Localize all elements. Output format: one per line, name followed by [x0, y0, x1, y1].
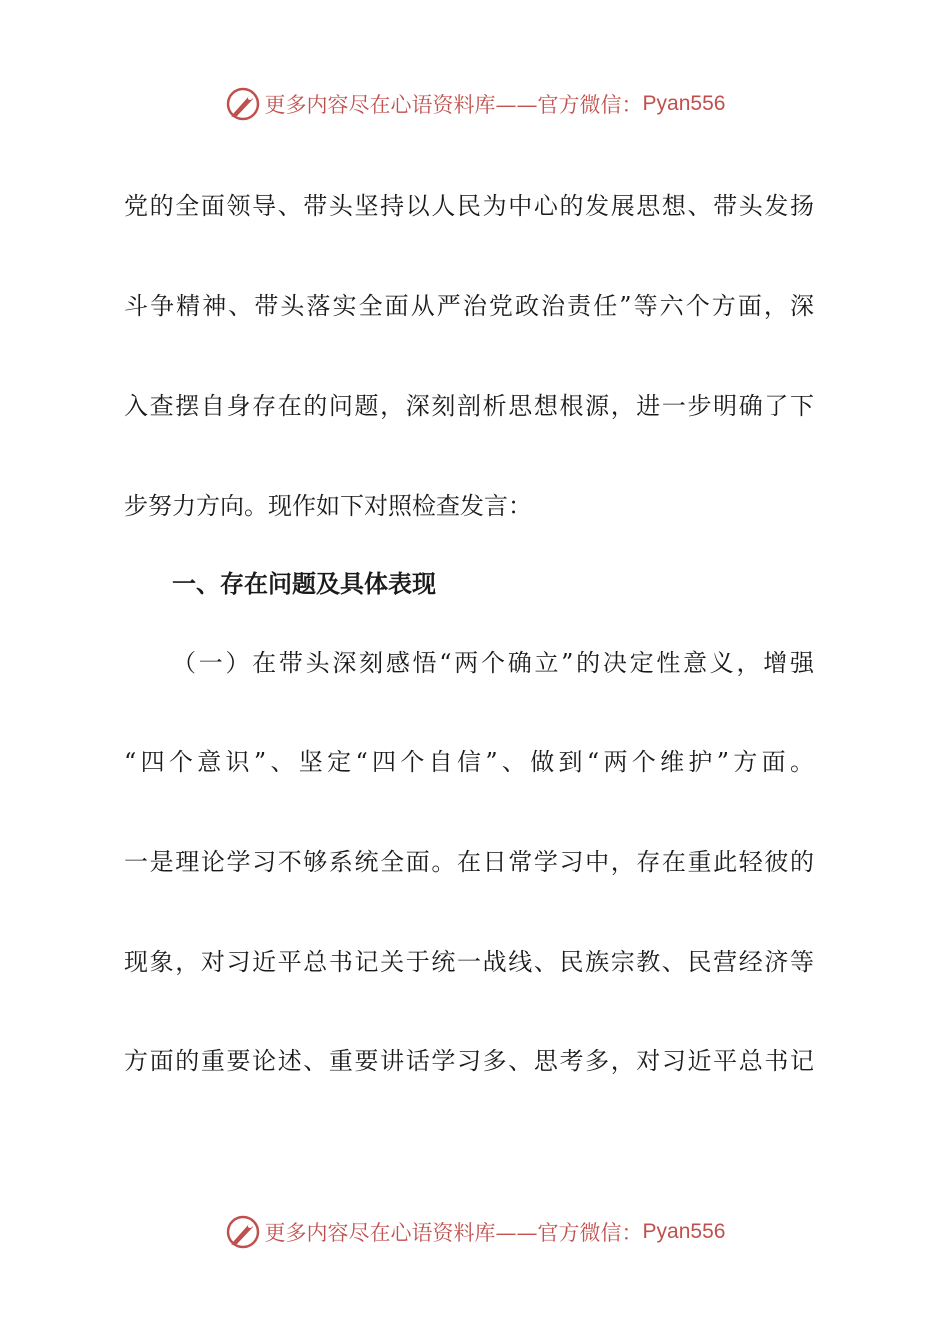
- banner-wechat-id: Pyan556: [642, 1220, 726, 1243]
- subsection-line: 现象，对习近平总书记关于统一战线、民族宗教、民营经济等: [124, 948, 814, 976]
- pen-logo-icon: [225, 86, 261, 122]
- header-banner: [0, 84, 950, 124]
- paragraph-line: 党的全面领导、带头坚持以人民为中心的发展思想、带头发扬: [124, 192, 814, 220]
- section-heading: 一、存在问题及具体表现: [172, 570, 436, 598]
- banner-wechat-id: Pyan556: [642, 92, 726, 115]
- paragraph-line: 入查摆自身存在的问题，深刻剖析思想根源，进一步明确了下: [124, 392, 814, 420]
- subsection-line: 一是理论学习不够系统全面。在日常学习中，存在重此轻彼的: [124, 848, 814, 876]
- paragraph-line: 步努力方向。现作如下对照检查发言：: [124, 492, 532, 520]
- subsection-line: “四个意识”、坚定“四个自信”、做到“两个维护”方面。: [124, 748, 814, 776]
- subsection-line: （一）在带头深刻感悟“两个确立”的决定性意义，增强: [172, 649, 814, 677]
- subsection-line: 方面的重要论述、重要讲话学习多、思考多，对习近平总书记: [124, 1047, 814, 1075]
- paragraph-line: 斗争精神、带头落实全面从严治党政治责任”等六个方面，深: [124, 292, 814, 320]
- banner-text: 更多内容尽在心语资料库——官方微信：: [264, 1221, 643, 1245]
- footer-banner: [0, 1212, 950, 1252]
- banner-text: 更多内容尽在心语资料库——官方微信：: [264, 93, 643, 117]
- pen-logo-icon: [225, 1214, 261, 1250]
